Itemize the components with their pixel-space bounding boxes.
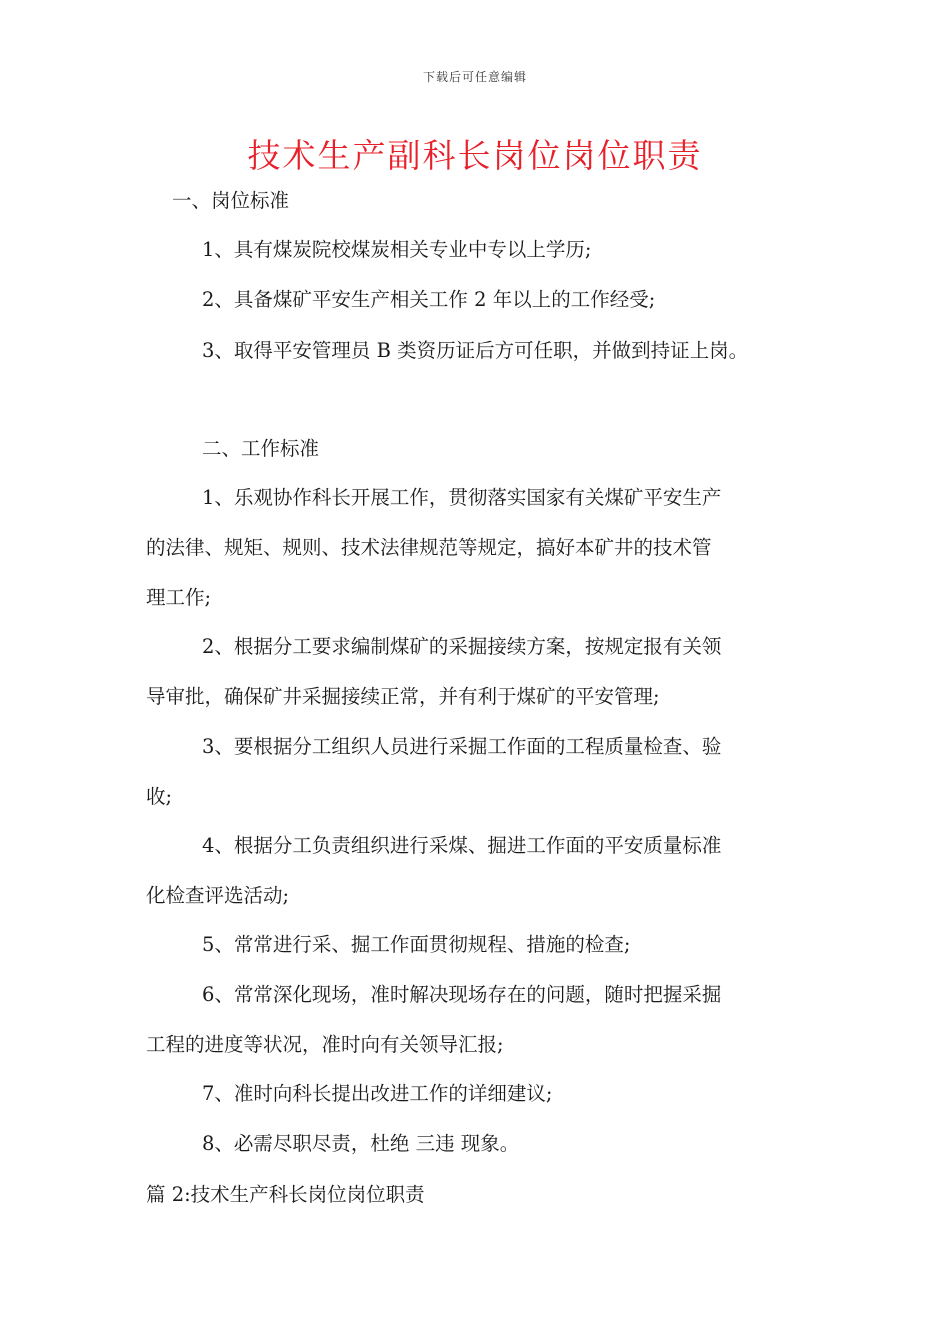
paragraph-line: 2、根据分工要求编制煤矿的采掘接续方案，按规定报有关领	[202, 635, 722, 658]
section-heading-work-standard: 二、工作标准	[202, 437, 320, 460]
paragraph-line: 收;	[146, 785, 173, 808]
paragraph-line: 5、常常进行采、掘工作面贯彻规程、措施的检查;	[202, 933, 631, 956]
next-article-heading: 篇 2:技术生产科长岗位岗位职责	[146, 1183, 425, 1206]
paragraph-line: 1、具有煤炭院校煤炭相关专业中专以上学历;	[202, 238, 592, 261]
paragraph-line: 3、取得平安管理员 B 类资历证后方可任职，并做到持证上岗。	[202, 339, 749, 362]
paragraph-line: 理工作;	[146, 586, 212, 609]
document-title: 技术生产副科长岗位岗位职责	[247, 136, 703, 175]
paragraph-line: 导审批，确保矿井采掘接续正常，并有利于煤矿的平安管理;	[146, 685, 660, 708]
paragraph-line: 8、必需尽职尽责，杜绝 三违 现象。	[202, 1132, 520, 1155]
section-heading-job-standard: 一、岗位标准	[172, 189, 290, 212]
paragraph-line: 6、常常深化现场，准时解决现场存在的问题，随时把握采掘	[202, 983, 722, 1006]
paragraph-line: 的法律、规矩、规则、技术法律规范等规定，搞好本矿井的技术管	[146, 536, 712, 559]
paragraph-line: 2、具备煤矿平安生产相关工作 2 年以上的工作经受;	[202, 288, 656, 311]
paragraph-line: 4、根据分工负责组织进行采煤、掘进工作面的平安质量标准	[202, 834, 722, 857]
paragraph-line: 1、乐观协作科长开展工作，贯彻落实国家有关煤矿平安生产	[202, 486, 722, 509]
header-note: 下载后可任意编辑	[422, 70, 527, 84]
paragraph-line: 3、要根据分工组织人员进行采掘工作面的工程质量检查、验	[202, 735, 722, 758]
paragraph-line: 化检查评选活动;	[146, 884, 290, 907]
paragraph-line: 7、准时向科长提出改进工作的详细建议;	[202, 1082, 553, 1105]
paragraph-line: 工程的进度等状况，准时向有关领导汇报;	[146, 1033, 504, 1056]
